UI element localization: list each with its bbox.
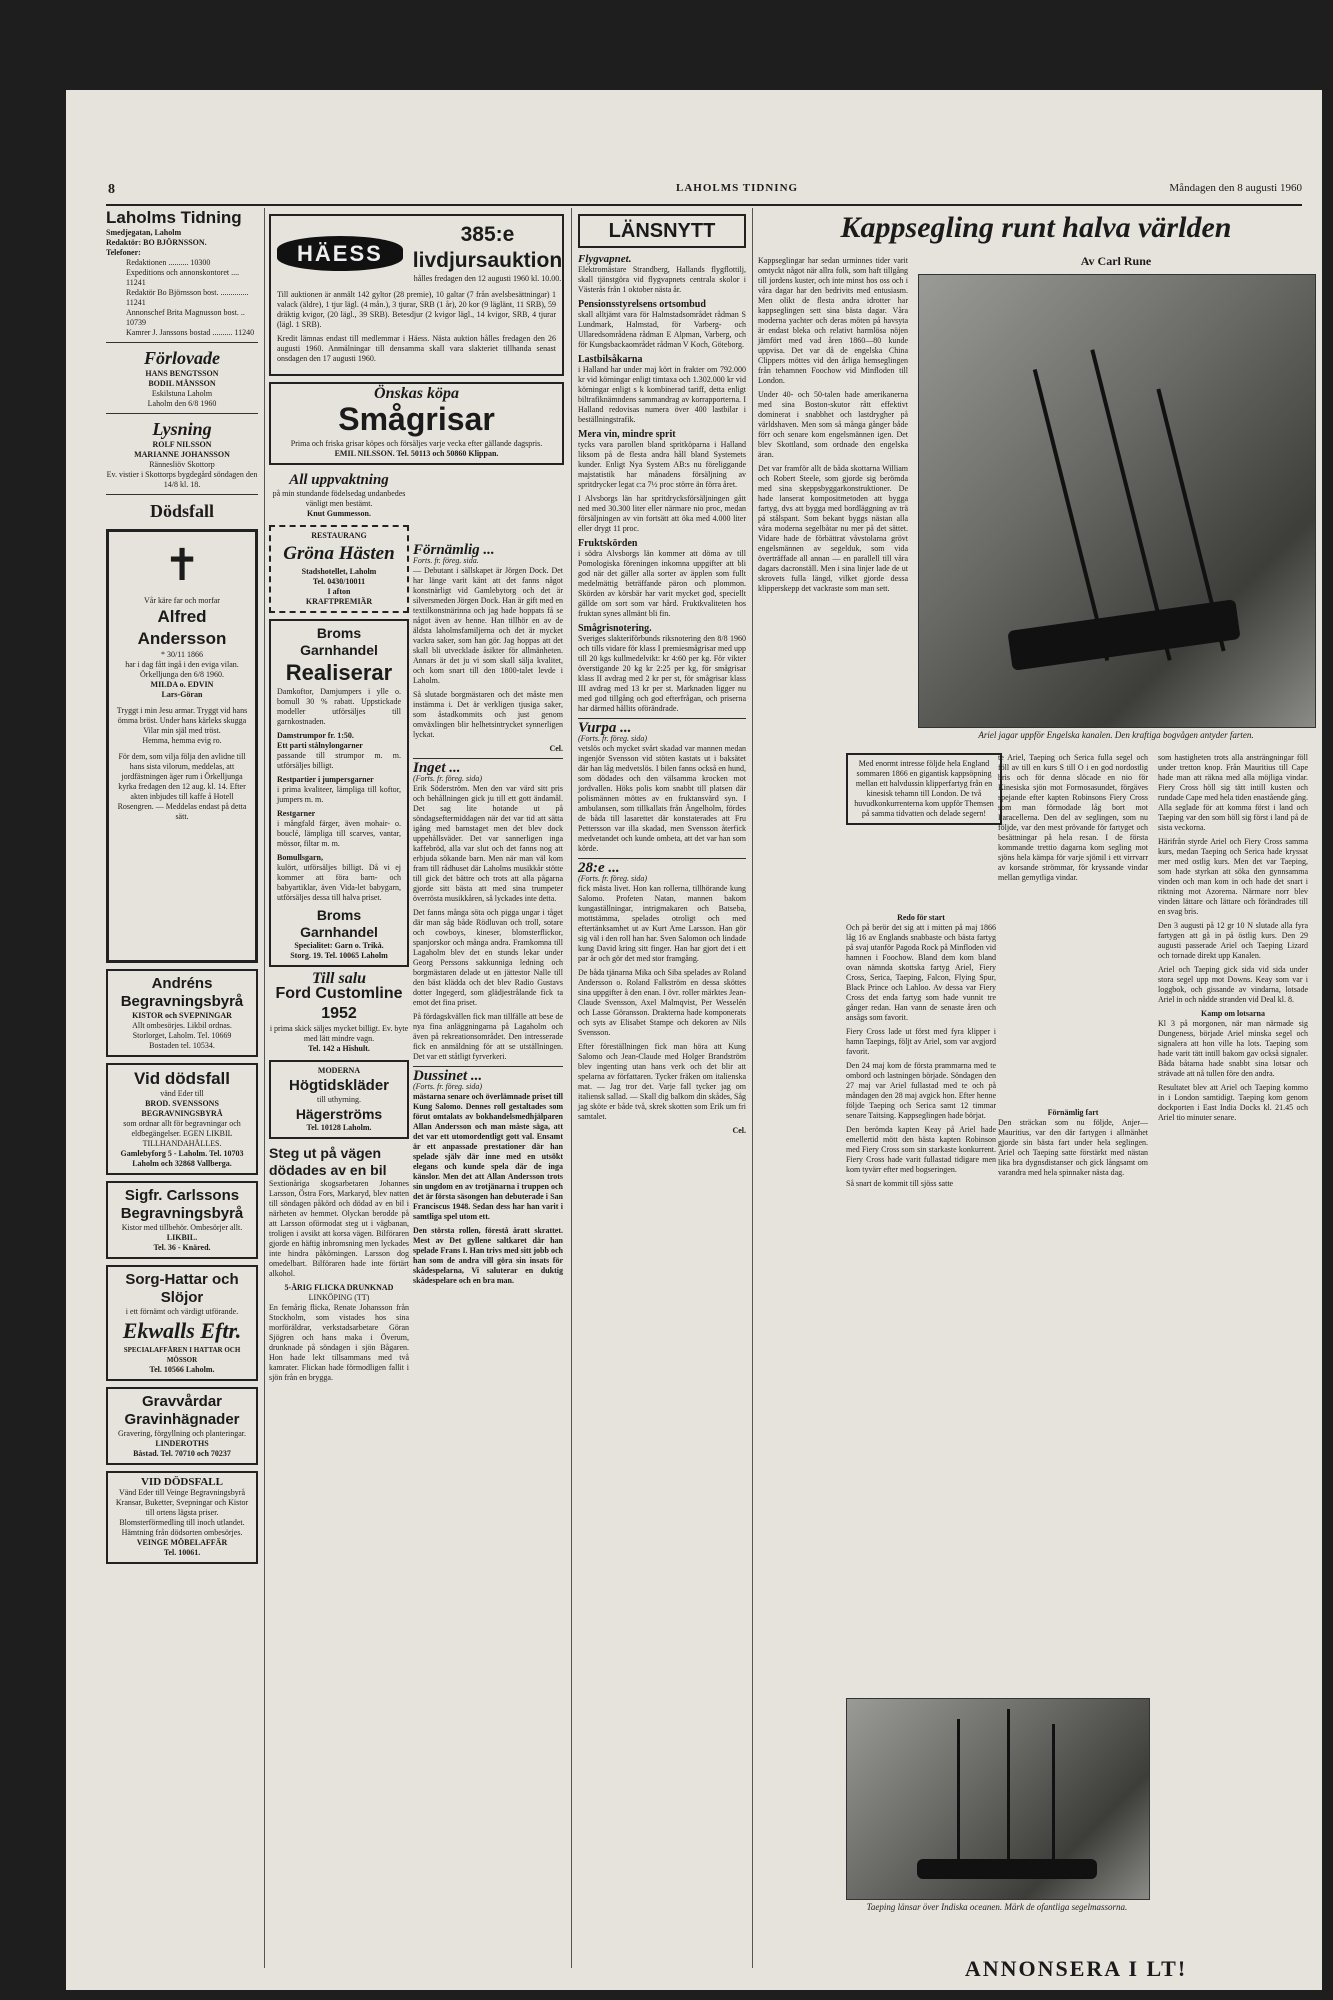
frukt-text: i södra Alvsborgs län kommer att döma av till Pomologiska föreningen inkomna uppgifter att bli god när det gäller alla sorter av äpplen som fullt medelmättig beträffande päron och plommon. Skörden av körsbär har varit mycket god, speciellt gällde om sort som var hård. Fruktkvaliteten hos fruktan synes allmänt bli fin. [578, 549, 746, 618]
hagerstroms-ad [269, 1060, 409, 1139]
obit-text: har i dag fått ingå i den eviga vilan. [125, 660, 239, 669]
lysning-places: Rännesliöv Skottorp [149, 460, 215, 469]
obit-date: Örkelljunga den 6/8 1960. [140, 670, 224, 679]
fornamligt-sign: Cel. [549, 744, 563, 753]
broms-ad [269, 619, 409, 967]
masthead [106, 182, 1302, 206]
haess-logo: HÄESS [277, 236, 403, 271]
newspaper-page [66, 90, 1322, 1990]
sigfr-text: Kistor med tillbehör. Ombesörjer allt. [121, 1223, 243, 1232]
dussinet-cont: (Forts. fr. föreg. sida) [413, 1082, 483, 1091]
last-text: i Halland har under maj kört in frakter om 792.000 kr vid körningar enligt timtaxa och 1.302.000 kr vid körningar enligt s k kombinerad tariff, detta enligt biltrafiknämndens sammandrag av korrapporterna. I Halland redovisas numera över 400 lastbilar i beställningstrafik. [578, 365, 746, 424]
vid2-title: VID DÖDSFALL [140, 1476, 223, 1488]
auction-title: 385:e livdjursauktion [412, 223, 563, 272]
auction-text: Till auktionen är anmält 142 gyltor (28 premie), 10 galtar (7 från avelsbesättningar) 1 valack (äldre), 1 tjur lägl. (4 mån.), 3 tjurar, SRB (1 år), 20 kor (9 läglänt, 11 SRB), 59 dräktig kvigor, (20 lägl., 39 SRB). Betesdjur (2 kvigor lägl., 14 kvigor, SRB, 4 tjurar (lägl. 1 SRB). [277, 290, 556, 329]
sigfr-tel: Tel. 36 - Knäred. [153, 1243, 211, 1252]
auction-text-2: Kredit lämnas endast till medlemmar i Häess. Nästa auktion hålles fredagen den 26 augusti 1960. Anmälningar till densamma skall vara slakteriet tillhanda senast onsdagen den 17 augusti 1960. [277, 334, 556, 363]
inget-cont: (Forts. fr. föreg. sida) [413, 774, 483, 783]
moderna: MODERNA [317, 1066, 361, 1075]
vid-dodsfall-ad [106, 1063, 258, 1175]
steg-article [269, 1145, 409, 1383]
afton: I afton [327, 587, 351, 596]
paper-editor: Redaktör: BO BJÖRNSSON. [106, 238, 207, 247]
page-number: 8 [108, 182, 115, 197]
girl-heading: 5-ÅRIG FLICKA DRUNKNAD [284, 1283, 394, 1292]
feature-right-text-2: Härifrån styrde Ariel och Fiery Cross samma kurs, medan Taeping och Serica hade kryssat mer med ostlig kurs. Men det var Taeping, som hade styrkan att söka den gynnsamma vinden och man kom in och hade det snart i riktning mot Azorerna. Närmare norr blev vinden lättare och lättare och förändrades till en svag bris. [1158, 837, 1308, 916]
kraftpremiar: KRAFTPREMIÄR [305, 597, 373, 606]
restgarner-text: i mångfald färger, även mohair- o. bouclé, lämpliga till scarves, vantar, mössor, filtar m. m. [277, 819, 401, 848]
ship-photo-2 [846, 1698, 1150, 1900]
inget-text-2: Det fanns många söta och pigga ungar i tåget där man såg både Rödluvan och troll, sotare och cowboys, kineser, blomsterflickor, spanjorskor och många andra. Framkomna till Lagaholm blev det en stunds lekar under Georg Perssons sakkunniga ledning och borgmästaren delade ut en jättestor Nalle till den bäst klädda och det blev Radio Gustavs dotter Ingegerd, som glädjestrålande fick ta emot det fina priset. [413, 908, 563, 1007]
phone-line: Expeditions och annonskontoret .... 11241 [126, 268, 240, 287]
broms-title-2: Broms Garnhandel [300, 907, 378, 940]
feature-article [758, 208, 1314, 1981]
grona-hasten-logo: Gröna Hästen [283, 543, 395, 564]
column-rule [752, 208, 753, 1968]
girl-text: En femårig flicka, Renate Johansson från Stockholm, som vistades hos sina morföräldrar, verkstadsarbetare Göran Sjögren och hans maka i Överum, drunknade på söndagen i sjön Bågaren. Hon hade lekt tillsammans med två kamrater. Flickan hade förmodligen fallit i sjön från en brygga. [269, 1303, 409, 1382]
column-lansnytt [578, 208, 746, 1968]
feature-summary-box: Med enormt intresse följde hela England sommaren 1866 en gigantisk kappsöpning mellan ett halvdussin klipperfartyg från en kinesisk tehamn till London. De två huvudkonkurrenterna kom uppför Themsen på samma tidvatten och delade segern! [846, 753, 1002, 825]
redo-text-5: Så snart de kommit till sjöss satte [846, 1179, 954, 1188]
masthead-date: Måndagen den 8 augusti 1960 [1169, 182, 1302, 194]
andrens-text: Allt ombesörjes. Likbil ordnas. [132, 1021, 232, 1030]
engaged-date: Laholm den 6/8 1960 [147, 399, 217, 408]
vid2-ad [106, 1471, 258, 1564]
lysning-heading: Lysning [152, 419, 212, 439]
grona-hasten-ad [269, 525, 409, 613]
death-heading: Dödsfall [149, 501, 214, 521]
sprit-text-2: I Alvsborgs län har spritdrycksförsäljningen gått ned med 30.300 liter eller närmare nio proc, medan försäljningen av vin fortsätt att öka med 4.000 liter eller drygt 11 proc. [578, 494, 746, 533]
restgarner: Restgarner [277, 809, 316, 818]
masthead-name: LAHOLMS TIDNING [676, 182, 799, 194]
sorg-ad [106, 1265, 258, 1381]
feature-left-column [758, 256, 908, 598]
hogtid: Högtidskläder [288, 1077, 390, 1094]
restpartier-text: i prima kvaliteer, lämpliga till koftor, jumpers m. m. [277, 785, 401, 804]
ford-title: Ford Customline 1952 [275, 985, 403, 1022]
steg-heading: Steg ut på vägen dödades av en bil [269, 1145, 387, 1178]
v28-text: fick mästa livet. Hon kan rollerna, tillhörande kung Salomo. Profeten Natan, mannen bakom kungaställningar, intrigmakaren och Batseba, mottstämma, spelades otroligt och med eftertänksamhet ut av Kurt Arne Larsson. Han gör sig väl i den roll han har. Sven Salomon och lindade kung David kring sitt finger. Han har gjort det i ett par år och gör det med stor framgång. [578, 884, 746, 963]
fornamligt-heading: Förnämlig ... [413, 542, 495, 558]
last-heading: Lastbilsåkarna [578, 354, 643, 365]
phone-line: Redaktionen .......... 10300 [126, 258, 211, 267]
redo-text-3: Den 24 maj kom de första prammarna med te ombord och lastningen började. Söndagen den 27 maj var Ariel fullastad med te och på måndagen den 28 maj avgick hon. Efter henne följde Taeping och Serica samt 12 timmar senare Taitsing. Kappseglingen hade börjat. [846, 1061, 996, 1120]
lansnytt-banner [578, 214, 746, 248]
smagris-heading: Smågrisnotering. [578, 623, 652, 634]
ads-subcolumn [269, 471, 409, 1387]
vid-title: Vid dödsfall [133, 1069, 231, 1088]
column-rule [571, 208, 572, 1968]
feature-right-text-4: Ariel och Taeping gick sida vid sida under stora segel upp mot Downs. Keay som var i loggbok, och gissande av vindarna, lotsade Ariel in och nådde stranden vid Deal kl. 8. [1158, 965, 1308, 1004]
phone-line: Annonschef Brita Magnusson bost. .. 10739 [126, 308, 245, 327]
grav-title: Gravvårdar Gravinhägnader [124, 1393, 240, 1428]
realiserar: Realiserar [285, 660, 393, 685]
fornamlig-fart-section [998, 1108, 1148, 1182]
dussinet-heading: Dussinet ... [413, 1068, 483, 1084]
fornamlig-fart-heading: Förnämlig fart [1047, 1108, 1099, 1117]
sprit-heading: Mera vin, mindre sprit [578, 429, 676, 440]
grav-company: LINDEROTHS [155, 1439, 209, 1448]
restpartier: Restpartier i jumpersgarner [277, 775, 374, 784]
smagrisar-text: Prima och friska grisar köpes och försäljes varje vecka efter gällande dagspris. [290, 439, 543, 448]
lysning-text: Ev. vistier i Skottorps bygdegård söndagen den 14/8 kl. 18. [106, 470, 258, 489]
kamp-text-2: Resultatet blev att Ariel och Taeping kommo in i London samtidigt. Taeping kom genom dockporten i East India Docks kl. 21.45 och Ariel tio minuter senare. [1158, 1083, 1308, 1122]
ship-photo [918, 274, 1316, 728]
vid2-tel: Tel. 10061. [163, 1548, 201, 1557]
feature-byline: Av Carl Rune [1080, 254, 1152, 268]
ekwalls-logo: Ekwalls Eftr. [122, 1318, 242, 1343]
photo-caption-1: Ariel jagar uppför Engelska kanalen. Den kraftiga bogvågen antyder farten. [978, 730, 1254, 740]
pension-heading: Pensionsstyrelsens ortsombud [578, 299, 706, 310]
redo-heading: Redo för start [897, 913, 945, 922]
pension-text: skall alltjämt vara för Halmstadsområdet rådman S Lundmark, Halmstad, för Varberg- och Ullaredsområdena rådman E Alpman, Varberg, och för Kungsbackaområdet rådman V Koch, Göteborg. [578, 310, 746, 349]
broms-addr: Storg. 19. Tel. 10065 Laholm [290, 951, 388, 960]
cross-icon: ✝ [163, 541, 201, 590]
feature-intro-2: Under 40- och 50-talen hade amerikanerna med sina Boston-skutor rått effektivt dominerat i snabbhet och lastdrygher på världshaven. Men som så många gånger både förr och senare kom engelsmännen igen. Det blev Skottland, som ordnade den engelska äran. [758, 390, 908, 459]
broms-items: Damkoftor, Damjumpers i ylle o. bomull 30 % rabatt. Uppstickade modeller utförsäljes till garnkostnaden. [277, 687, 401, 726]
paper-title: Laholms Tidning [106, 208, 242, 227]
v28-text-3: Efter föreställningen fick man höra att Kung Salomo och Jean-Claude med Holger Brandström blev ingenting utan hans verk och det blir att spelarna av författaren. Tycker fräken om italienska mat. — Jag tror det. Varje fall tycker jag om italiensk sallad. — Skall dig balkom din skådes, Såg jag sköte er både två, skrek skotten som Erik um fri samtalet. [578, 1042, 746, 1121]
girl-dateline: LINKÖPING (TT) [308, 1293, 370, 1302]
uppvaktning-ad [269, 471, 409, 519]
fornamligt-text: — Debutant i sällskapet är Jörgen Dock. Det har länge varit känt att det fanns något konstnärligt vid Gamlebytorg och det är silversmeden Jörgen Dock. Han är gift med en textilkonstnärinna och jag hade hoppats få se något även av henne. Han tillhör en av de äldsta laholmsfamiljerna och det är mycket vackra saker, som han gör. Jag hoppas att det skall bli utvecklade åsikter för allmänheten. Annars är det ju vi som skall sälja kvalitet, och kom snart till den 1800-talet levde i Laholm. [413, 566, 563, 685]
phone-heading: Telefoner: [106, 248, 141, 257]
vid-addr: Gamlebyforg 5 - Laholm. Tel. 10703 Laholm och 32868 Vallberga. [120, 1149, 244, 1168]
hagerstroms: Hägerströms [295, 1106, 383, 1122]
uppvaktning-text: på min stundande födelsedag undanbedes vänligt men bestämt. [272, 489, 406, 508]
broms-title: Broms Garnhandel [300, 625, 378, 658]
feature-mid-text: te Ariel, Taeping och Serica fulla segel och föll av till en kurs S till O i en god nordostlig bris och för denna slöcade en nio för Kinesiska sjön mot Formosasundet, förgäves spejande efter kapten Robinsons Fiery Cross som man förmodade låg bort mot Paracellerna. Den del av seglingen, som nu följde, var den mest prövande för fartyget och besättningar på hela resan. I de första kommande trettio dagarna kom segling mot sjöns hela kämpa för varje sjömil i ett virrvarr av korsande strömmar, för kryssande vindar mellan gemytliga vindar. [998, 753, 1148, 882]
sprit-text: tycks vara parollen bland spritköparna i Halland liksom på de flesta andra håll bland Systemets kunder. Enligt Nya System AB:s nu föreliggande majstatistik har månadens försäljning av spritdrycker legat c:a 7½ proc större än förra året. [578, 440, 746, 489]
ford-tel: Tel. 142 a Hishult. [308, 1044, 370, 1053]
feature-headline: Kappsegling runt halva världen [840, 211, 1232, 244]
engaged-places: Eskilstuna Laholm [151, 389, 213, 398]
v28-cont: (Forts. fr. föreg. sida) [578, 874, 648, 883]
steg-text: Sextionåriga skogsarbetaren Johannes Larsson, Östra Fors, Markaryd, blev natten till söndagen påkörd och dödad av en bil i närheten av hemmet. Olyckan berodde på att Larsson oförmodat steg ut i vägbanan, troligen i avsikt att korsa vägen. Bilföraren gjorde en häftig inbromsning men lyckades inte hindra påkörningen. Larsson dog omedelbart. Bilföraren hade inte förtärt alkohol. [269, 1179, 409, 1278]
kamp-text: Kl 3 på morgonen, när man närmade sig Dungeness, började Ariel minska segel och signalera att hon ville ha lots. Taeping som hade varit tätt intill bakom gav också signaler. Båda båtarna hade snabbt sina lotsar och strävade att nå tullen före den andra. [1158, 1019, 1308, 1078]
fornamligt-cont: Forts. fr. föreg. sida. [413, 556, 479, 565]
bomullsgarn-text: kulört, utförsäljes billigt. Då vi ej kommer att föra barn- och babyartiklar, även Vida-let babygarn, utförsäljes dessa till halva priset. [277, 863, 401, 902]
stadshotellet: Stadshotellet, Laholm [301, 567, 377, 576]
obit-born: * 30/11 1866 [161, 650, 203, 659]
grav-text: Gravering, förgyllning och planteringar. [117, 1429, 247, 1438]
flygvapnet-text: Elektromästare Strandberg, Hallands flygflottilj, skall tjänstgöra vid flygvapnets centrala skolor i Västerås från 1 oktober nästa år. [578, 265, 746, 294]
sigfr-ad [106, 1181, 258, 1259]
restaurang-label: RESTAURANG [311, 531, 367, 540]
stalnylon-text: passande till strumpor m. m. utförsäljes billigt. [277, 751, 401, 770]
grav-addr: Båstad. Tel. 70710 och 70237 [133, 1449, 231, 1458]
obit-family: MILDA o. EDVIN [150, 680, 214, 689]
obit-family-2: Lars-Göran [161, 690, 203, 699]
sigfr-title: Sigfr. Carlssons Begravningsbyrå [120, 1187, 244, 1222]
column-left [106, 208, 258, 1968]
feature-mid-column [998, 753, 1148, 887]
redo-text-2: Fiery Cross lade ut först med fyra klipper i hamn Taepings, följt av Ariel, som var avgjord favorit. [846, 1027, 996, 1056]
sorg-text: i ett förnämt och värdigt utförande. [125, 1307, 239, 1316]
obit-intro: Vår käre far och morfar [144, 596, 220, 605]
ford-ad [269, 970, 409, 1054]
sorg-title: Sorg-Hattar och Slöjor [125, 1271, 239, 1306]
flygvapnet-heading: Flygvapnet. [578, 253, 632, 265]
inget-heading: Inget ... [413, 760, 461, 776]
column-continued [413, 542, 563, 1965]
feature-intro-3: Det var framför allt de båda skottarna William och Robert Steele, som gjorde sig berömda med sina skeppsbyggarkonstruktioner. De hade lanserat kompositmetoden att bygga fartyg, dvs att bygga med bordläggning av trä på stålspant. Som bekant byggs nästan alla våra moderna segelbåtar nu mer på det sättet. Vidare hade de förbättrat våvstolarna grövt engelsmännen av segelduk, som vida överträffade all annan — en parallell till våra dagars dacronställ. Men i sina linjer lade de ut skrovets fulla längd, vilket gjorde dessa klipperskepp det vackraste som man sett. [758, 464, 908, 593]
obit-poem: Tryggt i min Jesu armar. Tryggt vid hans ömma bröst. Under hans kärleks skugga Vilar min själ med tröst. Hemma, hemma evig ro. [116, 706, 248, 745]
redo-section [846, 833, 996, 1193]
vid-company: BROD. SVENSSONS BEGRAVNINGSBYRÅ [141, 1099, 223, 1118]
ford-text: i prima skick säljes mycket billigt. Ev. byte med lätt mindre vagn. [269, 1024, 409, 1043]
kamp-heading: Kamp om lotsarna [1201, 1009, 1265, 1018]
dussinet-text-2: Den största rollen, förestå åratt skrattet. Mest av Det gyllene saltkaret där han spelade Frans I. Han trivs med sitt jobb och han som de andra vill göra sin insats för skådespelarna, Vi saluterar en duktig skådespelare och en bra man. [413, 1226, 563, 1285]
hogtid-sub: till uthyrning. [317, 1095, 361, 1104]
obit-funeral: För dem, som vilja följa den avlidne till hans sista vilorum, meddelas, att jordfästningen äger rum i Örkelljunga kyrka fredagen den 12 aug. kl. 14. Efter akten inbjudes till kaffe å Hotell Rosengren. — Meddelas endast på detta sätt. [117, 752, 247, 821]
grav-ad [106, 1387, 258, 1465]
hagerstroms-tel: Tel. 10128 Laholm. [306, 1123, 372, 1132]
vid-details: som ordnar allt för begravningar och eldbegängelser. EGEN LIKBIL TILLHANDAHÅLLES. [123, 1119, 241, 1148]
redo-text-4: Den berömda kapten Keay på Ariel hade emellertid mött den bästa kapten Robinson med Fiery Cross som sin starkaste konkurrent. Fiery Cross hade varit fullastad tidigare men kom tyvärr efter med bogseringen. [846, 1125, 996, 1174]
broms-spec: Specialitet: Garn o. Trikå. [294, 941, 384, 950]
feature-right-text-3: Den 3 augusti på 12 gr 10 N slutade alla fyra fartygen att gå in på östlig kurs. Den 29 augusti passerade Ariel och Taeping Lizard och tornade direkt upp Kanalen. [1158, 921, 1308, 960]
column-rule [264, 208, 265, 1968]
till-salu: Till salu [311, 970, 367, 987]
inget-text-3: På fördagskvällen fick man tillfälle att bese de nya fina anläggningarna på Lagaholm och även på rekreationsområdet. Den intresserade fick en anmäldning för att se utställningen. Det var ett ståtligt fyrverkeri. [413, 1012, 563, 1061]
v28-text-2: De båda tjänarna Mika och Siba spelades av Roland Andersson o. Roland Falkström en dessa sköttes sina uppgifter å den enan. I övr. roller märktes Jean-Claude Svensson, Axel Malmqvist, Per Wesselén och Lasse Göransson. Drakterna hade komponerats och syts av Elisabet Stampe och dekoren av Nils Svensson. [578, 968, 746, 1037]
ekwalls-sub: SPECIALAFFÄREN I HATTAR OCH MÖSSOR [123, 1346, 241, 1364]
redo-text: Och på berör det sig att i mitten på maj 1866 låg 16 av Englands snabbaste och bästa fartyg på svaj utanför Pagoda Rock på Minfloden vid hamnen i Foochow. Bland dem kom bland ovan nämnda skottska fartyg Ariel, Fiery Cross, Serica, Taeping, Falcon, Flying Spur, Black Prince och Lahloo. Av dessa var Fiery Cross det enda fartyg som hade vunnit tre gånger redan. Han vann de senaste åren och ansågs som favorit. [846, 923, 996, 1022]
andrens-sub: KISTOR och SVEPNINGAR [132, 1011, 232, 1020]
smagrisar-title: Smågrisar [338, 401, 495, 437]
vurpa-heading: Vurpa ... [578, 720, 632, 736]
andrens-addr: Storlorget, Laholm. Tel. 10669 Bostaden tel. 10534. [132, 1031, 232, 1050]
v28-heading: 28:e ... [578, 860, 620, 876]
lansnytt-title: LÄNSNYTT [608, 220, 716, 242]
phone-line: Redaktör Bo Björnsson bost. .............. 11241 [126, 288, 249, 307]
engaged-heading: Förlovade [144, 348, 220, 368]
damstrumpor: Damstrumpor fr. 1:50. [277, 731, 354, 740]
auction-date: hålles fredagen den 12 augusti 1960 kl. 10.00. [413, 274, 562, 283]
sigfr-likbil: LIKBIL. [166, 1233, 198, 1242]
andrens-ad [106, 969, 258, 1057]
paper-address: Smedjegatan, Laholm [106, 228, 182, 237]
vurpa-cont: (Forts. fr. föreg. sida) [578, 734, 648, 743]
vid2-text: Vänd Eder till Veinge Begravningsbyrå Kransar, Buketter, Svepningar och Kistor till ortens lägsta priser. Blomsterförmedling till inoch utlandet. Hämtning från dödsorten ombesörjes. [115, 1488, 249, 1537]
photo-caption-2: Taeping länsar över Indiska oceanen. Märk de ofantliga segelmassorna. [866, 1902, 1128, 1912]
bomullsgarn: Bomullsgarn, [277, 853, 324, 862]
feature-right-column [1158, 753, 1308, 1127]
obit-name: Alfred Andersson [137, 607, 227, 648]
uppvaktning-heading: All uppvaktning [289, 472, 389, 488]
fornamligt-text-2: Så slutade borgmästaren och det måste men instämma i. Det är verkligen tjusiga saker, som åstadkommits och just genom omväxlingen blir helhetsintrycket synnerligen lyckat. [413, 690, 563, 739]
vid2-company: VEINGE MÖBELAFFÄR [136, 1538, 228, 1547]
auction-ad [269, 214, 564, 376]
smagrisar-contact: EMIL NILSSON. Tel. 50113 och 50860 Klippan. [334, 449, 499, 458]
smagrisar-ad [269, 382, 564, 465]
vid-text: vänd Eder till [160, 1089, 204, 1098]
lysning-names: ROLF NILSSON MARIANNE JOHANSSON [134, 440, 230, 459]
dussinet-text: mästarna senare och överlämnade priset till Kung Salomo. Dennes roll gestaltades som förut omtalats av bokhandelsmedhjälparen Allan Andersson och man måste säga, att det var ett utomordentligt gott val. Ensamt är ett anpassade prestationer där han spelade själv där inne med en utsökt elegans och kunde spela där de inga känslor. Men det att Allan Andersson trots sin ungdom en av trotjänarna i truppen och det är första säsongen han debuterade i San Franciscus 1948. Sedan dess har han varit i samtliga spel utom ett. [413, 1092, 563, 1221]
phone-line: Kamrer J. Janssons bostad .......... 11240 [126, 328, 255, 337]
stalnylon: Ett parti stålnylongarner [277, 741, 363, 750]
frukt-heading: Fruktskörden [578, 538, 638, 549]
phone-list [106, 258, 258, 338]
wish-heading: Önskas köpa [374, 385, 459, 402]
obituary-box [106, 529, 258, 963]
feature-intro: Kappseglingar har sedan urminnes tider varit omtyckt något när allra folk, som haft tillgång till jordens kuster, och inte minst hos oss och i våra dagar har den bedrivits med entusiasm. Men olikt de flesta andra idrotter har kappseglingen sett sina bästa dagar. Våra moderna yachter och deras möten på havsyta är endast bleka och relativt harmlösa nöjen jämfört med vad åren 1860—80 kunde uppvisa. Det var då de engelska China Clippers möttes vid den årliga hemseglingen från tehamnen Foochow vid Minfloden till London. [758, 256, 908, 385]
ekwalls-tel: Tel. 10566 Laholm. [149, 1365, 215, 1374]
v28-sign: Cel. [732, 1126, 746, 1135]
uppvaktning-name: Knut Gummesson. [306, 509, 371, 518]
andrens-title: Andréns Begravningsbyrå [120, 975, 244, 1010]
annonsera-banner: ANNONSERA I LT! [964, 1956, 1188, 1981]
stadshotellet-tel: Tel. 0430/10011 [312, 577, 366, 586]
vurpa-text: vetslös och mycket svårt skadad var mannen medan ingenjör Svensson vid stöten kastats ut i baksätet där han låg medvetslös. I bilen fanns också en hund, som dödades och den välsamma krocken mot jordvallen. Höks polis kom snabbt till platsen där polismännen möttes av en fruktansvärd syn. I ambulansen, som tillkallats från Ängelholm, fördes de båda till lasarettet där konstaterades att Fru Pettersson var illa skadad, men Svensson återfick medvetandet och kunde ombeta, att det var han som körde. [578, 744, 746, 853]
engaged-names: HANS BENGTSSON BODIL MÅNSSON [145, 369, 219, 388]
feature-right-text: som hastigheten trots alla ansträngningar föll under tretton knop. Från Mauritius till Cape hade man att räkna med alla möjliga vindar. Fiery Cross höll sig tätt intill kusten och rundade Cape med hela tiden enastående gång. Alla seglade för att komma först i land och Taeping var den som höll sig först i land på de sista veckorna. [1158, 753, 1308, 832]
smagris-text: Sveriges slakteriförbunds riksnotering den 8/8 1960 och tills vidare för klass I premiesmågrisar med upp till 20 kgs kullmedelvikt: kr 4:60 per kg. För vikter överstigande 20 kg kr 2:25 per kg, för smågrisar klass II avdrag med 2 kr per st, för smågrisar klass III avdrag med 13 kr per st. Marknaden ligger nu med god tillgång och god efterfrågan, och priserna har därmed hållits oförändrade. [578, 634, 746, 713]
fornamlig-fart-text: Den sträckan som nu följde, Anjer—Mauritius, var den där fartygen i allmänhet gjorde sin bästa fart under hela seglingen. Ariel och Taeping satte förstärkt med nästan lika bra dygnsdistanser och gick långsamt om varandra med hela spinnaker nästa dag. [998, 1118, 1148, 1177]
inget-text: Erik Söderström. Men den var värd sitt pris och behållningen gick ju till ett gott ändamål. Det sag lite hotande ut på söndagseftermiddagen när det var tid att sätta igång med barnstaget men det blev dock uppehållsväder. Det var sannerligen inga kaffebröd, alla var slut och det fanns nog att erbjuda sökande barn. Men när man väl kom fram till rådhuset där Laholms musikkår stötte till gick det bättre och trots att alla pågarna gjorde sitt bästa att med sina trumpeter överrösta musikkåren, så lyckades inte detta. [413, 784, 563, 903]
